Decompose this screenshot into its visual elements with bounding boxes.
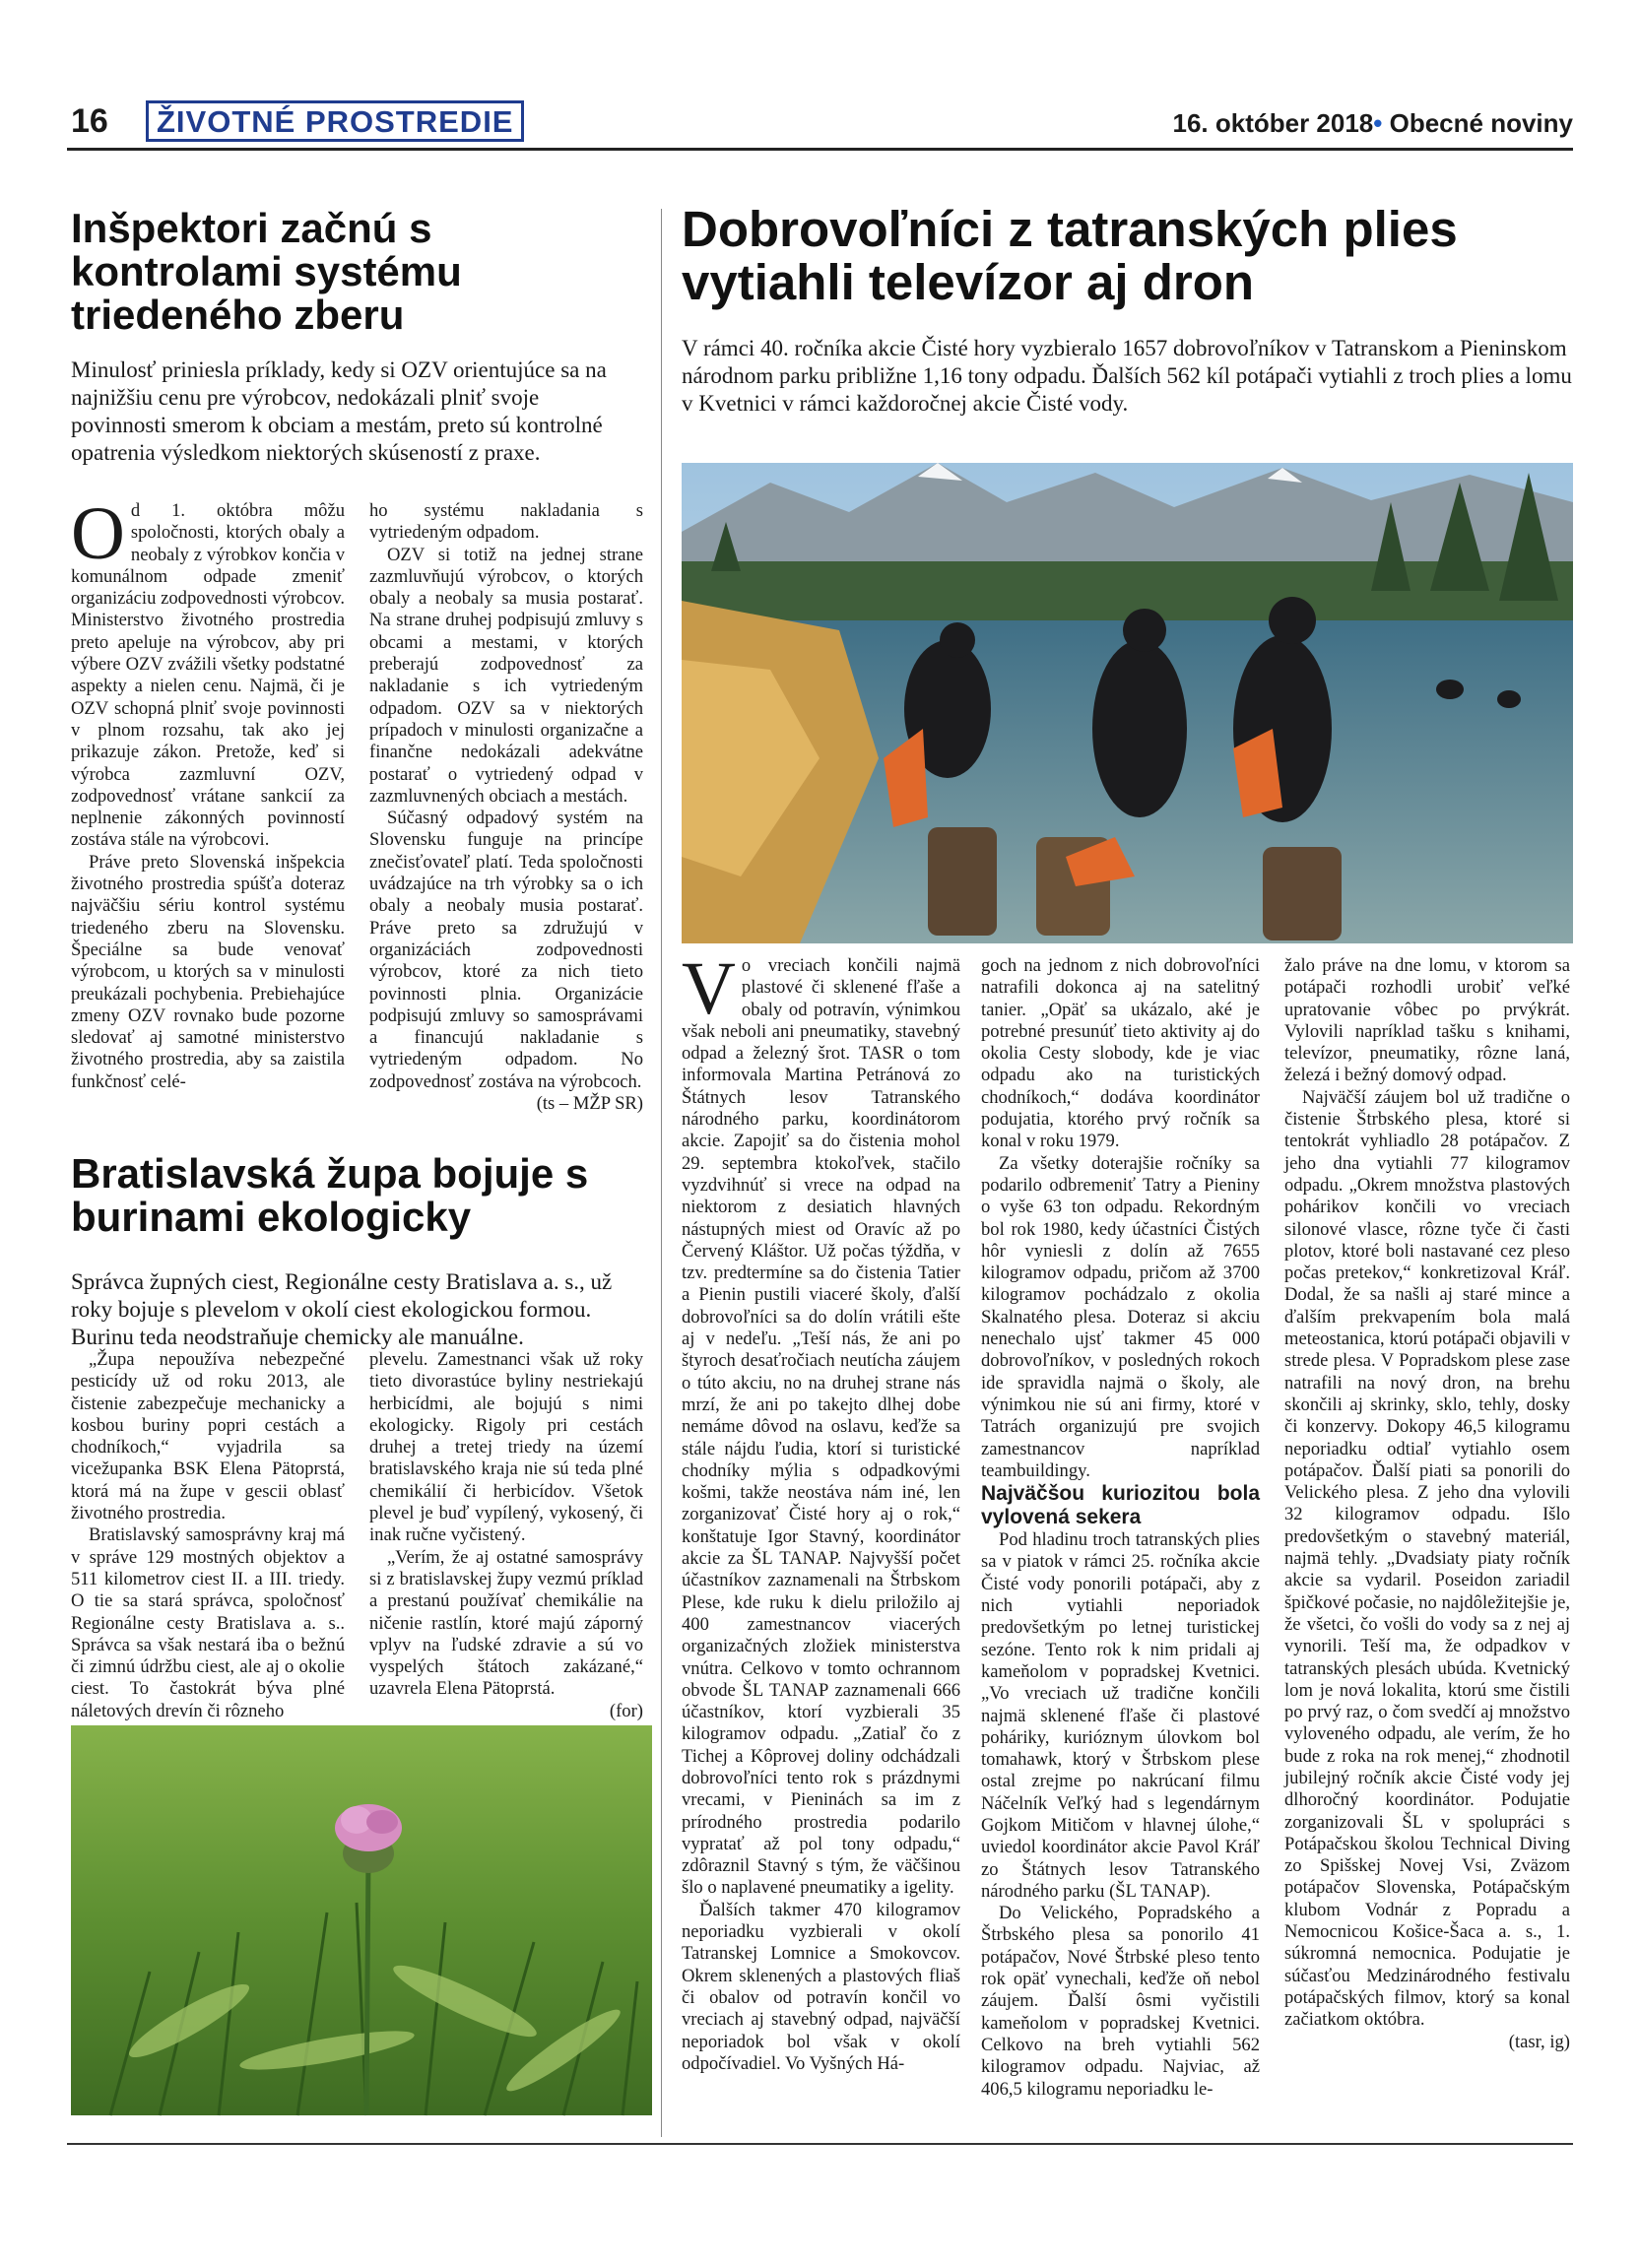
body-paragraph: Pod hladinu troch tatranských plies sa v piatok v rámci 25. ročníka akcie Čisté vody ponorili potápači, aby z nich vytiahli neporiadok predovšetkým po letnej turistickej sezóne. Tento rok k nim pridali aj kameňolom v popradskej Kvetnici. „Vo vreciach už tradične končili najmä sklenené fľaše či plastové poháriky, kurióznym úlovkom bol tomahawk, ktorý v Štrbskom plese ostal zrejme po nakrúcaní filmu Náčelník Veľký had s legendárnym Gojkom Mitičom v hlavnej úlohe,“ uviedol koordinátor akcie Pavol Kráľ zo Štátnych lesov Tatranského národného parku (ŠL TANAP). bbox=[981, 1529, 1260, 1902]
article-signature: (tasr, ig) bbox=[1508, 2031, 1570, 2052]
article-bratislava-column-2 bbox=[369, 1349, 643, 1719]
body-paragraph: „Verím, že aj ostatné samosprávy si z bratislavskej župy vezmú príklad a prestanú používať chemikálie na ničenie rastlín, ktoré majú záporný vplyv na ľudské zdravie a sú vo vyspelých štátoch zakázané,“ uzavrela Elena Pätoprstá. bbox=[369, 1546, 643, 1700]
section-title: ŽIVOTNÉ PROSTREDIE bbox=[146, 100, 524, 142]
article-dobrovolnici-column-2 bbox=[981, 955, 1260, 2127]
body-paragraph: o vreciach končili najmä plastové či sklenené fľaše a obaly od potravín, výnimkou však neboli ani pneumatiky, stavebný odpad a železný šrot. TASR o tom informovala Martina Petránová zo Štátnych lesov Tatranského národného parku, koordinátorom akcie. Zapojiť sa do čistenia mohol 29. septembra ktokoľvek, stačilo vyzdvihnúť si vrece na odpad na niektorom z desiatich hlavných nástupných miest od Oravíc až po Červený Kláštor. Už počas týždňa, v tzv. predtermíne sa do čistenia Tatier a Pienin pustili viaceré školy, ďalší dobrovoľníci sa do dolín vrátili ešte aj v nedeľu. „Teší nás, že ani po štyroch desaťročiach neutícha záujem o túto akciu, no na druhej strane nás mrzí, že ani po takejto dlhej dobe nemáme dôvod na oslavu, keďže sa stále nájdu ľudia, ktorí si turistické chodníky mýlia s odpadkovými košmi, takže neostáva nám iné, len zorganizovať Čisté hory aj o rok,“ konštatuje Igor Stavný, koordinátor akcie za ŠL TANAP. Najvyšší počet účastníkov zaznamenali na Štrbskom Plese, kde ruku k dielu priložilo aj 400 zamestnancov viacerých organizačných zložiek ministerstva vnútra. Celkovo v tomto ochrannom obvode ŠL TANAP zaznamenali 666 účastníkov, ktorí vyzbierali 35 kilogramov odpadu. „Zatiaľ čo z Tichej a Kôprovej doliny odchádzali dobrovoľníci tento rok s prázdnymi vrecami, v Pieninách sa im z prírodného prostredia podarilo vypratať až pol tony odpadu,“ zdôraznil Stavný s tým, že väčšinou šlo o naplavené pneumatiky a igelity. bbox=[682, 955, 960, 1899]
body-paragraph: Práve preto Slovenská inšpekcia životného prostredia spúšťa doteraz najväčšiu sériu kontrol systému triedeného zberu na Slovensku. Špeciálne sa bude venovať výrobcom, u ktorých sa v minulosti preukázali pochybenia. Prebiehajúce zmeny OZV rovnako bude pozorne sledovať aj samotné ministerstvo životného prostredia, aby sa zaistila funkčnosť celé- bbox=[71, 851, 345, 1092]
body-paragraph: Do Velického, Popradského a Štrbského plesa sa ponorilo 41 potápačov, Nové Štrbské pleso tento rok opäť vynechali, keďže oň nebol záujem. Ďalší ôsmi vyčistili kameňolom v popradskej Kvetnici. Celkovo na breh vytiahli 562 kilogramov odpadu. Najviac, až 406,5 kilogramu neporiadku le- bbox=[981, 1903, 1260, 2100]
dateline bbox=[1172, 108, 1573, 139]
article-dobrovolnici-headline: Dobrovoľníci z tatranských plies vytiahli televízor aj dron bbox=[682, 201, 1458, 310]
article-inspektori-column-2 bbox=[369, 500, 643, 1115]
body-paragraph: Ďalších takmer 470 kilogramov neporiadku vyzbierali v okolí Tatranskej Lomnice a Smokovcov. Okrem sklenených a plastových fliaš či obalov od potravín končil vo vreciach aj stavebný odpad, najväčší neporiadok bol však v okolí odpočívadiel. Vo Vyšných Há- bbox=[682, 1899, 960, 2074]
article-inspektori-column-1 bbox=[71, 492, 345, 1101]
header-rule bbox=[67, 148, 1573, 151]
article-inspektori-headline: Inšpektori začnú s kontrolami systému triedeného zberu bbox=[71, 205, 462, 338]
article-dobrovolnici-column-3 bbox=[1284, 955, 1570, 2127]
body-paragraph: Za všetky doterajšie ročníky sa podarilo odbremeniť Tatry a Pieniny o vyše 63 ton odpadu. Rekordným bol rok 1980, kedy účastníci Čistých hôr vyniesli z dolín až 7655 kilogramov odpadu, pričom až 3700 kilogramov pochádzalo z okolia Skalnatého plesa. Doteraz si akciu nenechalo ujsť takmer 45 000 dobrovoľníkov, v posledných rokoch ide spravidla najmä o školy, ale výnimkou nie sú ani firmy, ktoré v Tatrách organizujú pre svojich zamestnancov napríklad teambuildingy. bbox=[981, 1152, 1260, 1481]
drop-cap: O bbox=[71, 492, 125, 575]
body-paragraph: „Župa nepoužíva nebezpečné pesticídy už od roku 2013, ale čistenie zabezpečuje mechanicky a kosbou buriny popri cestách a chodníkoch,“ vyjadrila sa vicežupanka BSK Elena Pätoprstá, ktorá má na župe v gescii oblasť životného prostredia. bbox=[71, 1349, 345, 1524]
body-paragraph: Súčasný odpadový systém na Slovensku funguje na princípe znečisťovateľ platí. Teda spoločnosti uvádzajúce na trh výrobky sa o ich obaly a neobaly musia postarať. Práve preto sa združujú v organizáciách zodpovednosti výrobcov, ktoré za nich tieto povinnosti plnia. Organizácie podpisujú zmluvy so samosprávami a financujú nakladanie s vytriedeným odpadom. No zodpovednosť zostáva na výrobcoch. bbox=[369, 808, 643, 1092]
page-number: 16 bbox=[71, 102, 108, 140]
body-paragraph: OZV si totiž na jednej strane zazmluvňujú výrobcov, o ktorých obaly a neobaly sa musia postarať. Na strane druhej podpisujú zmluvy s obcami a mestami, v ktorých preberajú zodpovednosť za nakladanie s ich vytriedeným odpadom. OZV sa v niektorých prípadoch v minulosti organizačne a finančne nedokázali adekvátne postarať o vytriedený odpad v zazmluvnených obciach a mestách. bbox=[369, 544, 643, 807]
article-signature: (for) bbox=[609, 1700, 643, 1721]
article-bratislava-column-1 bbox=[71, 1349, 345, 1719]
body-paragraph: Bratislavský samosprávny kraj má v správe 129 mostných objektov a 511 kilometrov ciest II. a III. triedy. O tie sa stará správca, spoločnosť Regionálne cesty Bratislava a. s.. Správca sa však nestará iba o bežnú či zimnú údržbu ciest, ale aj o okolie ciest. To častokrát býva plné náletových drevín či rôzneho bbox=[71, 1524, 345, 1721]
body-paragraph: ho systému nakladania s vytriedeným odpadom. bbox=[369, 500, 643, 544]
article-signature: (ts – MŽP SR) bbox=[536, 1093, 643, 1115]
publication-name: Obecné noviny bbox=[1389, 108, 1573, 138]
body-paragraph: plevelu. Zamestnanci však už roky tieto divorastúce byliny nestriekajú herbicídmi, ale bojujú s nimi ekologicky. Rigoly pri cestách druhej a tretej triedy na území bratislavského kraja nie sú teda plné chemikálií či herbicídov. Všetok plevel je buď vypílený, vykosený, či inak ručne vyčistený. bbox=[369, 1349, 643, 1546]
article-dobrovolnici-column-1 bbox=[682, 947, 960, 2127]
footer-rule bbox=[67, 2143, 1573, 2145]
divers-photo bbox=[682, 463, 1573, 943]
body-paragraph: d 1. októbra môžu spoločnosti, ktorých obaly a neobaly z výrobkov končia v komunálnom odpade zmeniť organizáciu zodpovednosti výrobcov. Ministerstvo životného prostredia preto apeluje na výrobcov, aby pri výbere OZV zvážili všetky podstatné aspekty a nielen cenu. Najmä, či je OZV schopná plniť svoje povinnosti v plnom rozsahu, tak ako jej prikazuje zákon. Pretože, keď si výrobca zazmluvní OZV, zodpovednosť vrátane sankcií za neplnenie zákonných povinností zostáva stále na výrobcovi. bbox=[71, 500, 345, 851]
article-inspektori-lede: Minulosť priniesla príklady, kedy si OZV orientujúce sa na najnižšiu cenu pre výrobcov, nedokázali plniť svoje povinnosti smerom k obciam a mestám, preto sú kontrolné opatrenia výsledkom niektorých skúseností z praxe. bbox=[71, 357, 607, 465]
drop-cap: V bbox=[682, 947, 736, 1030]
body-paragraph: goch na jednom z nich dobrovoľníci natrafili dokonca aj na satelitný tanier. „Opäť sa ukázalo, aké je potrebné presunúť tieto aktivity aj do okolia Cesty slobody, kde je viac odpadu ako na turistických chodníkoch,“ dodáva koordinátor podujatia, ktorého prvý ročník sa konal v roku 1979. bbox=[981, 955, 1260, 1152]
article-dobrovolnici-lede: V rámci 40. ročníka akcie Čisté hory vyzbieralo 1657 dobrovoľníkov v Tatranskom a Pieninskom národnom parku približne 1,16 tony odpadu. Ďalších 562 kíl potápači vytiahli z troch plies a lomu v Kvetnici v rámci každoročnej akcie Čisté vody. bbox=[682, 336, 1572, 416]
body-paragraph: žalo práve na dne lomu, v ktorom sa potápači rozhodli urobiť veľké upratovanie vôbec po prvýkrát. Vylovili napríklad tašku s knihami, televízor, pneumatiky, rôzne laná, železá i bežný domový odpad. bbox=[1284, 955, 1570, 1086]
issue-date: 16. október 2018 bbox=[1172, 108, 1374, 138]
thistle-photo bbox=[71, 1725, 652, 2115]
article-bratislava-headline: Bratislavská župa bojuje s burinami ekologicky bbox=[71, 1150, 589, 1240]
subheading: Najväčšou kuriozitou bola vylovená sekera bbox=[981, 1482, 1260, 1529]
column-divider bbox=[661, 209, 662, 2137]
body-paragraph: Najväčší záujem bol už tradične o čistenie Štrbského plesa, ktoré si tentokrát vyhliadlo 28 potápačov. Z jeho dna vytiahli 77 kilogramov odpadu. „Okrem množstva plastových pohárikov končili vo vreciach silonové vlasce, rôzne tyče či časti plotov, ktoré boli nastavané cez pleso počas pretekov,“ konkretizoval Kráľ. Dodal, že sa našli aj staré mince a ďalším prekvapením bola malá meteostanica, ktorú potápači objavili v strede plesa. V Popradskom plese zase natrafili na nový dron, na brehu skončili aj skrinky, sklo, tehly, dosky či konzervy. Dokopy 46,5 kilogramu neporiadku odtiaľ vytiahlo osem potápačov. Ďalší piati sa ponorili do Velického plesa. Z jeho dna vylovili 32 kilogramov odpadu. Išlo predovšetkým o stavebný materiál, najmä tehly. „Dvadsiaty piaty ročník akcie sa vydaril. Poseidon zariadil špičkové počasie, no najdôležitejšie je, že všetci, čo vošli do vody sa z nej aj vynorili. Teší ma, že odpadkov v tatranských plesách ubúda. Kvetnický lom je nová lokalita, ktorú sme čistili po prvý raz, o čom svedčí aj množstvo vyloveného odpadu, ale verím, že ho bude z roka na rok menej,“ zhodnotil jubilejný ročník akcie Čisté vody jej dlhoročný koordinátor. Podujatie zorganizovali ŠL v spolupráci s Potápačskou školou Technical Diving zo Spišskej Novej Vsi, Zväzom potápačov Slovenska, Potápačským klubom Vodnár z Popradu a Nemocnicou Košice-Šaca a. s., 1. súkromná nemocnica. Podujatie je súčasťou Medzinárodného festivalu potápačských filmov, ktorý sa konal začiatkom októbra. bbox=[1284, 1086, 1570, 2031]
bullet-separator: • bbox=[1373, 108, 1383, 138]
article-bratislava-lede: Správca župných ciest, Regionálne cesty Bratislava a. s., už roky bojuje s plevelom v okolí ciest ekologickou formou. Burinu teda neodstraňuje chemicky ale manuálne. bbox=[71, 1269, 613, 1349]
